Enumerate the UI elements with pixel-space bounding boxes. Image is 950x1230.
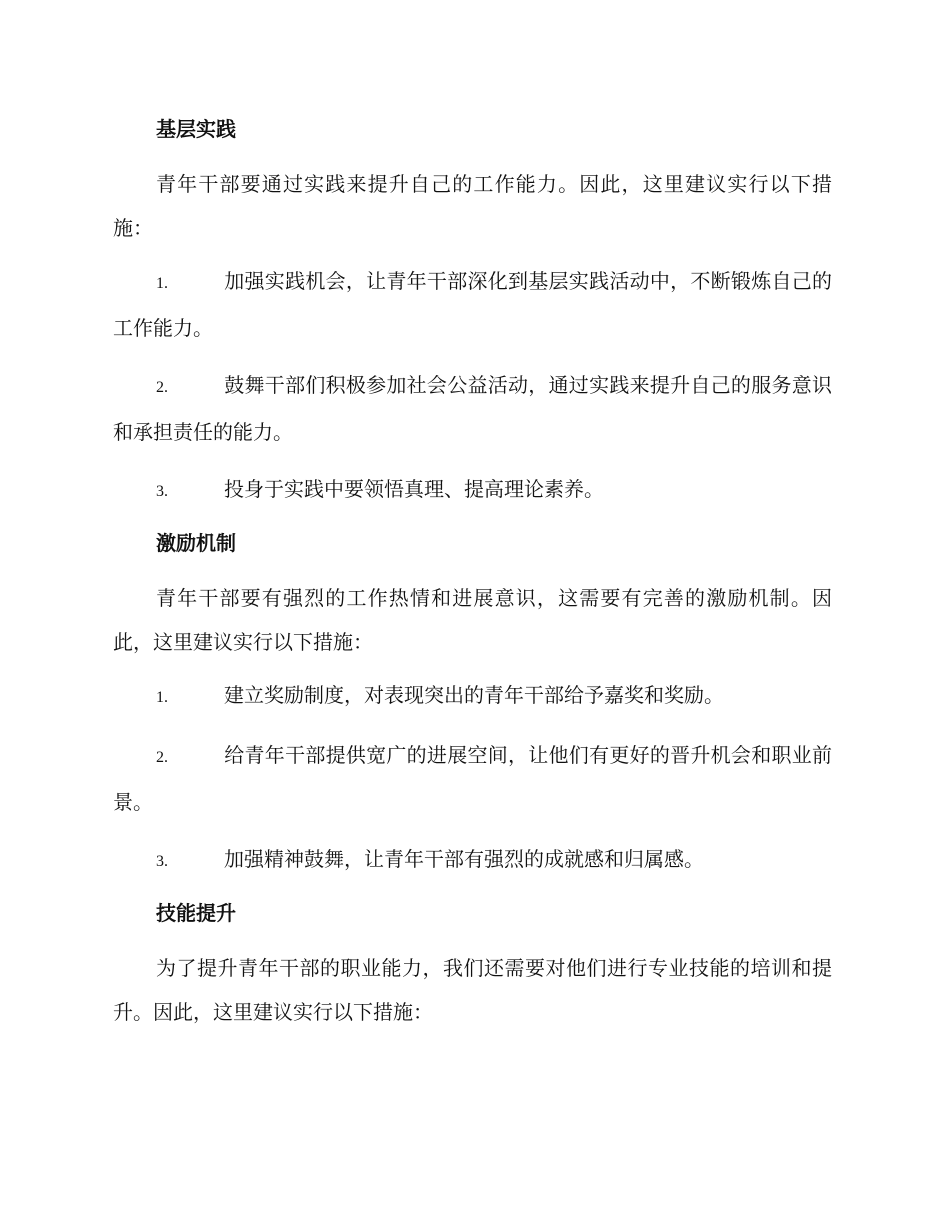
section-intro: 为了提升青年干部的职业能力，我们还需要对他们进行专业技能的培训和提升。因此，这里建议实行以下措施： bbox=[113, 956, 832, 1024]
list-item-text: 给青年干部提供宽广的进展空间，让他们有更好的晋升机会和职业前景。 bbox=[113, 743, 832, 814]
section-heading: 激励机制 bbox=[156, 531, 236, 555]
list-item-number: 2. bbox=[156, 749, 168, 766]
list-item bbox=[113, 673, 832, 720]
list-item-text: 建立奖励制度，对表现突出的青年干部给予嘉奖和奖励。 bbox=[224, 683, 724, 707]
section-heading: 基层实践 bbox=[156, 117, 236, 141]
list-item-text: 加强实践机会，让青年干部深化到基层实践活动中，不断锻炼自己的工作能力。 bbox=[113, 269, 832, 340]
list-item-number: 2. bbox=[156, 379, 168, 396]
section-intro: 青年干部要有强烈的工作热情和进展意识，这需要有完善的激励机制。因此，这里建议实行以下措施： bbox=[113, 586, 832, 654]
list-item-number: 1. bbox=[156, 275, 168, 292]
list-item-number: 1. bbox=[156, 689, 168, 706]
section-incentive-mechanism bbox=[113, 527, 832, 884]
list-item bbox=[113, 363, 832, 454]
section-grassroots-practice bbox=[113, 113, 832, 514]
list-item-text: 加强精神鼓舞，让青年干部有强烈的成就感和归属感。 bbox=[224, 847, 704, 871]
list-item-text: 鼓舞干部们积极参加社会公益活动，通过实践来提升自己的服务意识和承担责任的能力。 bbox=[113, 373, 832, 444]
list-item bbox=[113, 467, 832, 514]
list-item-text: 投身于实践中要领悟真理、提高理论素养。 bbox=[224, 477, 604, 501]
section-intro: 青年干部要通过实践来提升自己的工作能力。因此，这里建议实行以下措施： bbox=[113, 172, 832, 240]
list-item bbox=[113, 837, 832, 884]
section-heading: 技能提升 bbox=[156, 901, 236, 925]
section-skill-improvement bbox=[113, 897, 832, 1034]
list-item bbox=[113, 733, 832, 824]
list-item-number: 3. bbox=[156, 853, 168, 870]
list-item-number: 3. bbox=[156, 483, 168, 500]
list-item bbox=[113, 259, 832, 350]
